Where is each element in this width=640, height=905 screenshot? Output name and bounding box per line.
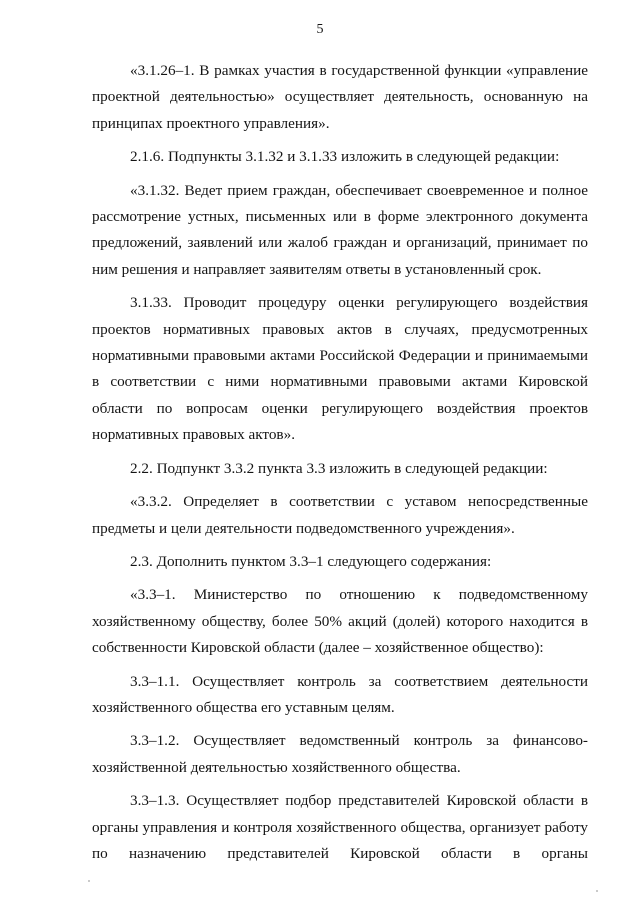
paragraph-3-1-26-1: «3.1.26–1. В рамках участия в государственной функции «управление проектной деятельностью» осуществляет деятельность, основанную на принципах проектного управления». (92, 62, 588, 132)
paragraph-3-3-2: «3.3.2. Определяет в соответствии с уставом непосредственные предметы и цели деятельности подведомственного учреждения». (92, 493, 588, 537)
paragraph-3-3-1: «3.3–1. Министерство по отношению к подведомственному хозяйственному обществу, более 50% акций (долей) которого находится в собственности Кировской области (далее – хозяйственное общество): (92, 586, 588, 657)
paragraph-2-2: 2.2. Подпункт 3.3.2 пункта 3.3 изложить в следующей редакции: (130, 459, 548, 477)
document-body (92, 58, 588, 867)
paragraph-3-1-33: 3.1.33. Проводит процедуру оценки регулирующего воздействия проектов нормативных правовых актов в случаях, предусмотренных нормативными правовыми актами Российской Федерации и принимаемыми в соответствии с ними нормативными правовыми актами Кировской области по вопросам оценки регулирующего воздействия проектов нормативных правовых актов». (92, 294, 588, 444)
paragraph-3-1-32: «3.1.32. Ведет прием граждан, обеспечивает своевременное и полное рассмотрение устных, письменных или в форме электронного документа предложений, заявлений или жалоб граждан и организаций, принимает по ним решения и направляет заявителям ответы в установленный срок. (92, 181, 588, 278)
page-number: 5 (316, 22, 324, 37)
paragraph-2-1-6: 2.1.6. Подпункты 3.1.32 и 3.1.33 изложить в следующей редакции: (130, 148, 560, 166)
paragraph-3-3-1-3: 3.3–1.3. Осуществляет подбор представителей Кировской области в органы управления и контроля хозяйственного общества, организует работу по назначению представителей Кировской области в органы (92, 792, 588, 862)
paragraph-3-3-1-1: 3.3–1.1. Осуществляет контроль за соответствием деятельности хозяйственного общества его уставным целям. (92, 672, 588, 716)
paragraph-3-3-1-2: 3.3–1.2. Осуществляет ведомственный контроль за финансово-хозяйственной деятельностью хозяйственного общества. (92, 732, 588, 776)
paragraph-2-3: 2.3. Дополнить пунктом 3.3–1 следующего содержания: (130, 552, 492, 570)
scan-speck (596, 890, 598, 892)
scan-speck (88, 880, 90, 882)
